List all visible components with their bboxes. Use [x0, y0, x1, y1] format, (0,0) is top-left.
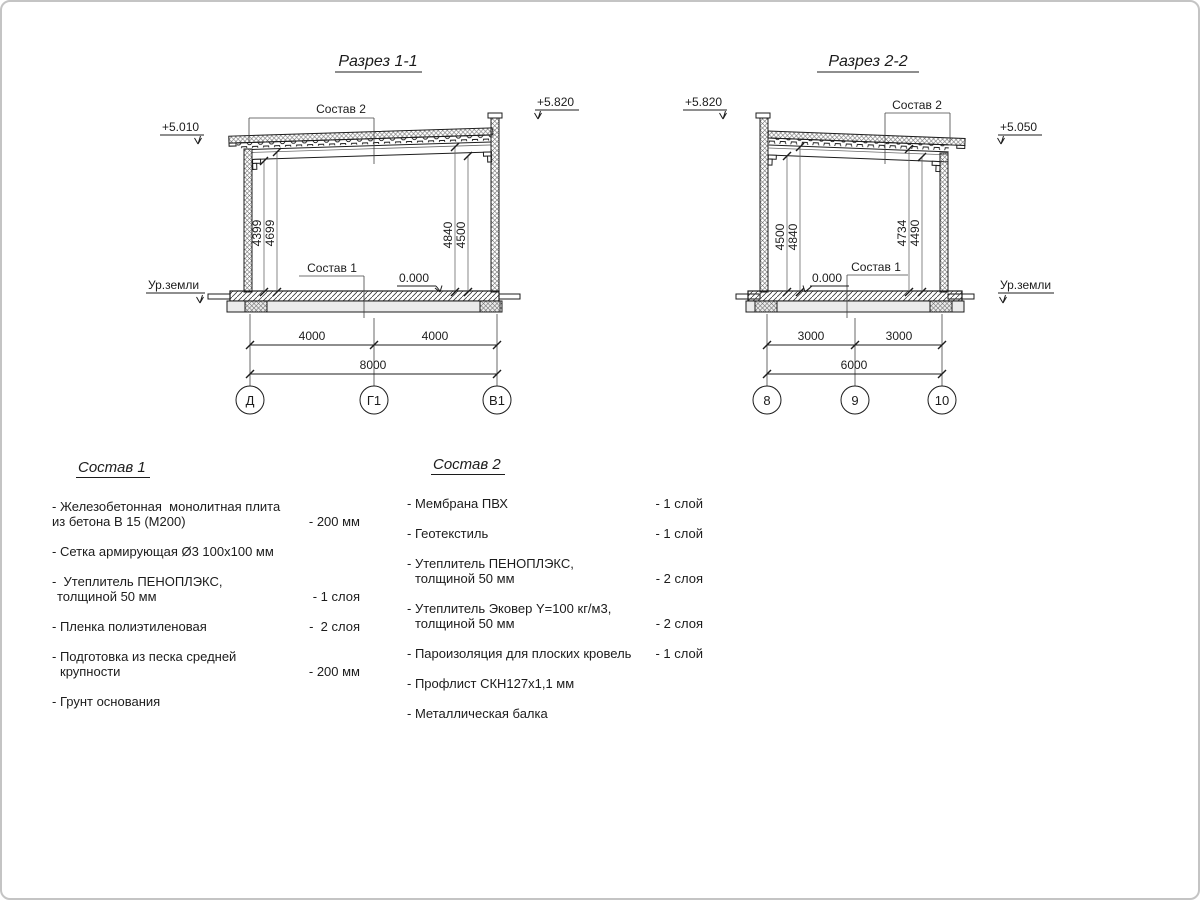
axis-label: 9 [851, 393, 859, 408]
material-text: - Геотекстиль [407, 526, 489, 541]
svg-text:+5.010: +5.010 [162, 120, 200, 134]
material-item [407, 556, 703, 586]
dim-value: 3000 [797, 329, 825, 343]
material-text: - Мембрана ПВХ [407, 496, 508, 511]
list-title: Состав 1 [76, 460, 150, 478]
material-item [407, 496, 703, 511]
dim-value: 4500 [454, 221, 468, 249]
footing-left [245, 301, 267, 312]
section-2-2 [683, 53, 1054, 414]
material-text: - Грунт основания [52, 694, 161, 709]
material-item [407, 706, 703, 721]
floor-slab [736, 291, 974, 312]
footing-left [755, 301, 777, 312]
sostav-1-list [52, 460, 360, 724]
material-text: - Пароизоляция для плоских кровель [407, 646, 632, 661]
elevation-mark-left [160, 120, 204, 144]
footing-right [480, 301, 502, 312]
material-value: - 1 слой [655, 526, 703, 541]
dim-value: 3000 [885, 329, 913, 343]
dim-value: 4840 [441, 221, 455, 249]
sections-drawing [2, 2, 1200, 452]
material-item [52, 544, 360, 559]
parapet-cap [756, 113, 770, 118]
elevation-mark-left [683, 95, 727, 119]
material-item [407, 646, 703, 661]
material-value: - 1 слоя [312, 589, 360, 604]
dim-value: 4734 [895, 219, 909, 247]
material-value: - 2 слоя [655, 571, 703, 586]
svg-text:+5.820: +5.820 [685, 95, 723, 109]
dim-value: 4500 [773, 223, 787, 251]
material-text: - Железобетонная монолитная плита [52, 499, 281, 514]
roof-assembly [229, 128, 494, 170]
material-value: - 2 слоя [655, 616, 703, 631]
horizontal-dims [246, 314, 501, 386]
dim-value: 4399 [250, 219, 264, 247]
material-text: - Утеплитель Эковер Y=100 кг/м3, [407, 601, 612, 616]
dim-value: 8000 [359, 358, 387, 372]
ground-level-mark [998, 278, 1054, 303]
material-item [52, 499, 360, 529]
material-text: - Подготовка из песка средней [52, 649, 237, 664]
material-text: толщиной 50 мм [57, 589, 157, 604]
column-capital-left [253, 159, 261, 169]
material-text: - Пленка полиэтиленовая [52, 619, 207, 634]
material-value: - 1 слой [655, 496, 703, 511]
material-item [52, 649, 360, 679]
dim-value: 6000 [840, 358, 868, 372]
axis-label: В1 [489, 393, 505, 408]
material-text: - Утеплитель ПЕНОПЛЭКС, [407, 556, 574, 571]
dim-value: 4490 [908, 219, 922, 247]
svg-text:Состав 1: Состав 1 [851, 260, 901, 274]
axis-label: Г1 [366, 393, 382, 408]
section-1-1 [146, 53, 579, 414]
material-item [52, 619, 360, 634]
material-item [52, 694, 360, 709]
footing-right [930, 301, 952, 312]
zero-level-mark [803, 271, 849, 292]
axis-label: 10 [934, 393, 950, 408]
sostav-2-list [407, 457, 703, 736]
axis-bubbles [236, 386, 511, 414]
ground-level-mark [146, 278, 205, 303]
svg-text:Ур.земли: Ур.земли [1000, 278, 1052, 292]
material-text: - Металлическая балка [407, 706, 548, 721]
vertical-dims [773, 143, 926, 296]
material-value: - 2 слоя [309, 619, 360, 634]
material-text: крупности [60, 664, 121, 679]
material-item [52, 574, 360, 604]
svg-text:0.000: 0.000 [812, 271, 843, 285]
material-text: толщиной 50 мм [415, 616, 515, 631]
material-item [407, 601, 703, 631]
wall-right [940, 153, 948, 292]
wall-left-parapet [760, 118, 768, 292]
zero-level-mark [397, 271, 442, 292]
material-text: - Профлист СКН127х1,1 мм [407, 676, 575, 691]
horizontal-dims [763, 314, 946, 386]
roof-assembly [767, 131, 965, 173]
section-title: Разрез 2-2 [828, 53, 908, 70]
material-text: толщиной 50 мм [415, 571, 515, 586]
blind-area-left [208, 294, 230, 299]
dim-value: 4000 [298, 329, 326, 343]
axis-label: Д [245, 393, 255, 408]
svg-text:Состав 2: Состав 2 [892, 98, 942, 112]
wall-right-parapet [491, 118, 499, 292]
material-item [407, 676, 703, 691]
blind-area-right [499, 294, 520, 299]
dim-value: 4699 [263, 219, 277, 247]
material-value: - 200 мм [308, 664, 360, 679]
axis-bubbles [753, 386, 956, 414]
material-value: - 1 слой [655, 646, 703, 661]
vertical-dims [250, 143, 472, 296]
material-item [407, 526, 703, 541]
axis-label: 8 [763, 393, 771, 408]
svg-text:Ур.земли: Ур.земли [148, 278, 200, 292]
material-text: - Сетка армирующая Ø3 100х100 мм [52, 544, 274, 559]
svg-text:Состав 1: Состав 1 [307, 261, 357, 275]
dim-value: 4840 [786, 223, 800, 251]
svg-text:Состав 2: Состав 2 [316, 102, 366, 116]
svg-text:0.000: 0.000 [399, 271, 430, 285]
parapet-cap [488, 113, 502, 118]
column-capital-right [932, 161, 940, 171]
column-capital-right [483, 152, 491, 162]
elevation-mark-right [535, 95, 580, 119]
svg-text:+5.820: +5.820 [537, 95, 575, 109]
elevation-mark-right [998, 120, 1043, 144]
dim-value: 4000 [421, 329, 449, 343]
section-title: Разрез 1-1 [338, 53, 418, 70]
material-value: - 200 мм [308, 514, 360, 529]
svg-text:+5.050: +5.050 [1000, 120, 1038, 134]
column-capital-left [768, 155, 776, 165]
material-text: - Утеплитель ПЕНОПЛЭКС, [52, 574, 223, 589]
list-title: Состав 2 [431, 457, 505, 475]
material-text: из бетона В 15 (М200) [52, 514, 186, 529]
